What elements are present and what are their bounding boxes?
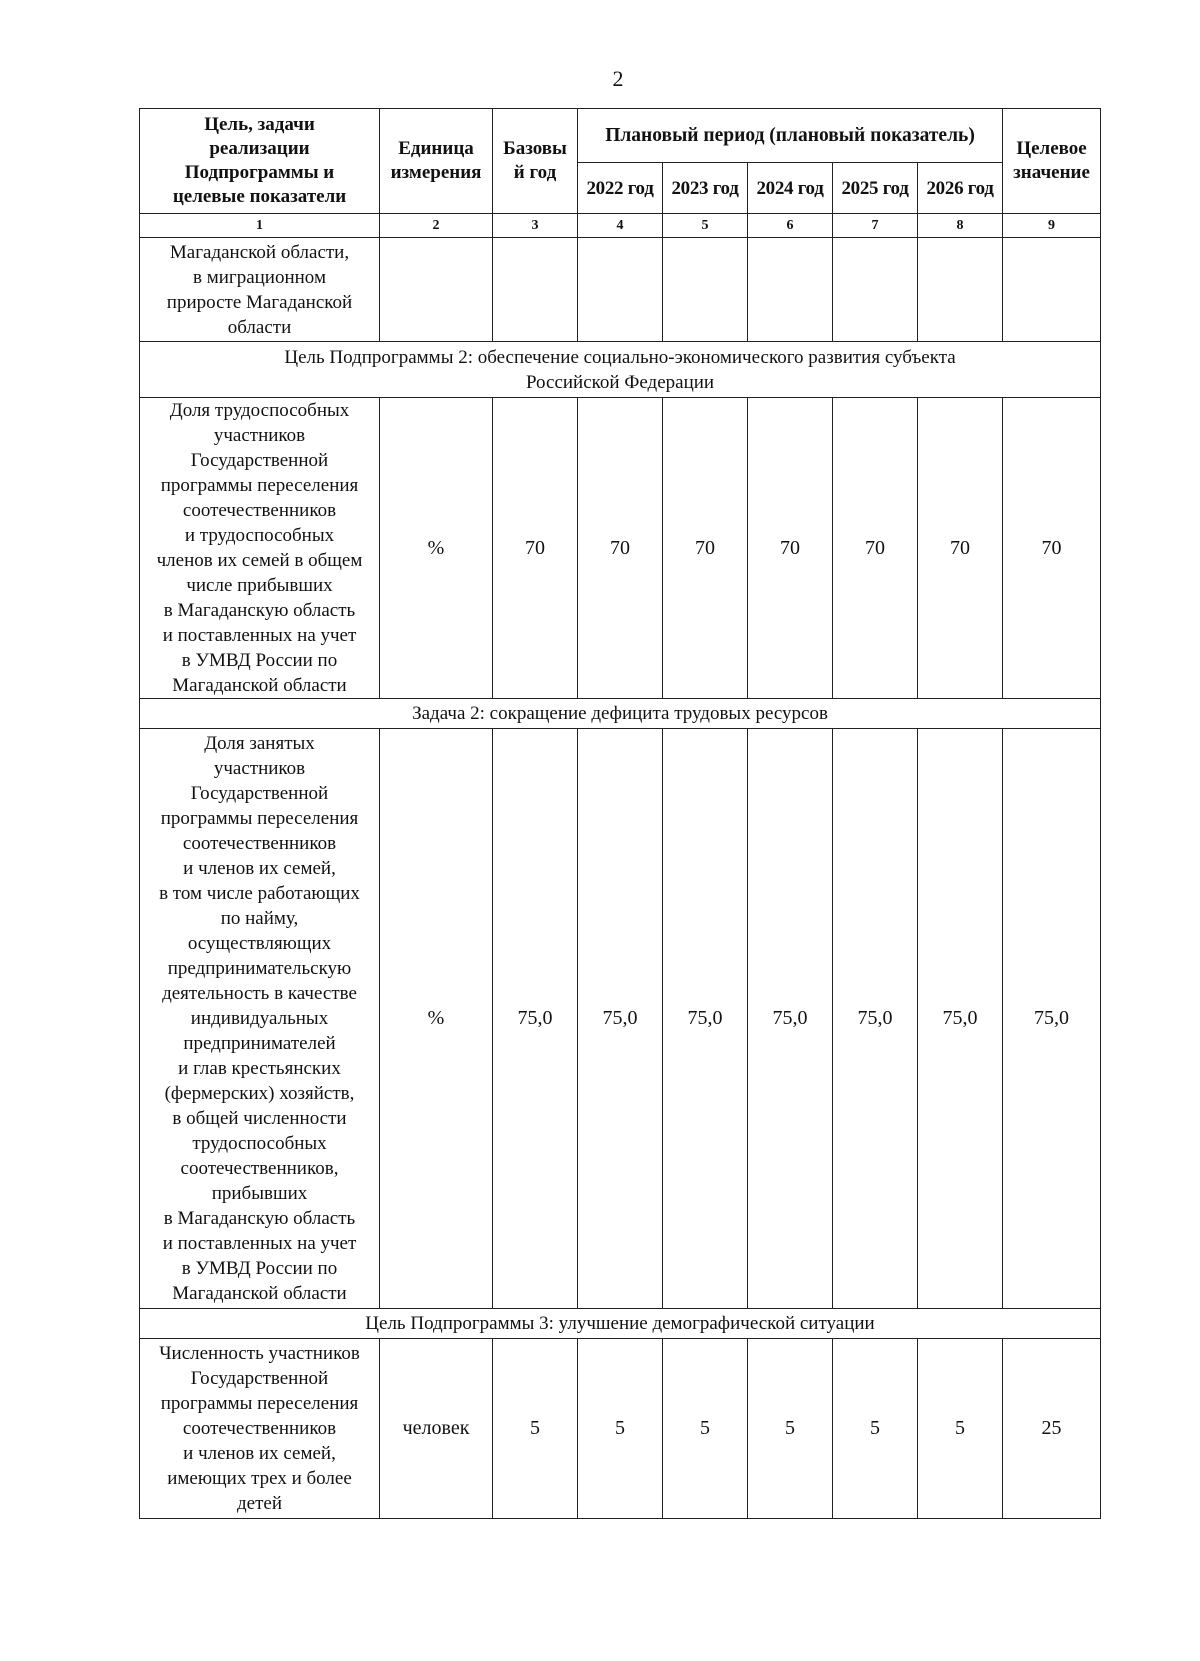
page-number: 2 <box>612 66 624 91</box>
column-number: 7 <box>833 214 918 238</box>
unit-cell: % <box>380 398 493 699</box>
header-year-2025: 2025 год <box>833 163 918 214</box>
column-number: 8 <box>918 214 1003 238</box>
indicator-name: Численность участников Государственной программы переселения соотечественников и членов их семей, имеющих трех и более детей <box>140 1339 380 1519</box>
section-goal-2: Цель Подпрограммы 2: обеспечение социально-экономического развития субъекта Российской Федерации <box>140 342 1101 398</box>
column-number: 6 <box>748 214 833 238</box>
unit-cell: % <box>380 729 493 1309</box>
value-2022: 70 <box>578 398 663 699</box>
value-base-year: 70 <box>493 398 578 699</box>
value-base-year: 5 <box>493 1339 578 1519</box>
header-unit: Единица измерения <box>380 109 493 214</box>
value-base-year: 75,0 <box>493 729 578 1309</box>
column-numbers-row <box>140 214 1101 238</box>
header-base-year: Базовы й год <box>493 109 578 214</box>
value-2023: 75,0 <box>663 729 748 1309</box>
value-2024: 75,0 <box>748 729 833 1309</box>
continuation-row <box>140 238 1101 342</box>
value-2026: 70 <box>918 398 1003 699</box>
header-planned-period: Плановый период (плановый показатель) <box>578 109 1003 163</box>
column-number: 1 <box>140 214 380 238</box>
section-task-2: Задача 2: сокращение дефицита трудовых ресурсов <box>140 699 1101 729</box>
header-goal-tasks: Цель, задачи реализации Подпрограммы и целевые показатели <box>140 109 380 214</box>
value-target: 25 <box>1003 1339 1101 1519</box>
indicators-table <box>139 108 1101 1519</box>
indicator-name: Доля занятых участников Государственной программы переселения соотечественников и членов их семей, в том числе работающих по найму, осуществляющих предпринимательскую деятельность в качестве индивидуальных предпринимателей и глав крестьянских (фермерских) хозяйств, в общей численности трудоспособных соотечественников, прибывших в Магаданскую область и поставленных на учет в УМВД России по Магаданской области <box>140 729 380 1309</box>
table-row <box>140 729 1101 1309</box>
header-row-top <box>140 109 1101 163</box>
value-2026: 75,0 <box>918 729 1003 1309</box>
column-number: 3 <box>493 214 578 238</box>
value-2026: 5 <box>918 1339 1003 1519</box>
column-number: 2 <box>380 214 493 238</box>
header-year-2026: 2026 год <box>918 163 1003 214</box>
indicator-name: Доля трудоспособных участников Государственной программы переселения соотечественников и трудоспособных членов их семей в общем числе прибывших в Магаданскую область и поставленных на учет в УМВД России по Магаданской области <box>140 398 380 699</box>
header-year-2022: 2022 год <box>578 163 663 214</box>
value-2025: 5 <box>833 1339 918 1519</box>
unit-cell: человек <box>380 1339 493 1519</box>
column-number: 9 <box>1003 214 1101 238</box>
header-year-2023: 2023 год <box>663 163 748 214</box>
column-number: 5 <box>663 214 748 238</box>
header-target-value: Целевое значение <box>1003 109 1101 214</box>
section-goal-3: Цель Подпрограммы 3: улучшение демографической ситуации <box>140 1309 1101 1339</box>
section-row-task-2 <box>140 699 1101 729</box>
value-2023: 5 <box>663 1339 748 1519</box>
value-2023: 70 <box>663 398 748 699</box>
value-2025: 70 <box>833 398 918 699</box>
value-2024: 5 <box>748 1339 833 1519</box>
column-number: 4 <box>578 214 663 238</box>
continuation-indicator-text: Магаданской области, в миграционном приросте Магаданской области <box>140 238 380 342</box>
header-year-2024: 2024 год <box>748 163 833 214</box>
value-target: 70 <box>1003 398 1101 699</box>
section-row-goal-2 <box>140 342 1101 398</box>
section-row-goal-3 <box>140 1309 1101 1339</box>
value-2024: 70 <box>748 398 833 699</box>
table-row <box>140 398 1101 699</box>
table-row <box>140 1339 1101 1519</box>
value-2022: 75,0 <box>578 729 663 1309</box>
value-2025: 75,0 <box>833 729 918 1309</box>
value-2022: 5 <box>578 1339 663 1519</box>
value-target: 75,0 <box>1003 729 1101 1309</box>
